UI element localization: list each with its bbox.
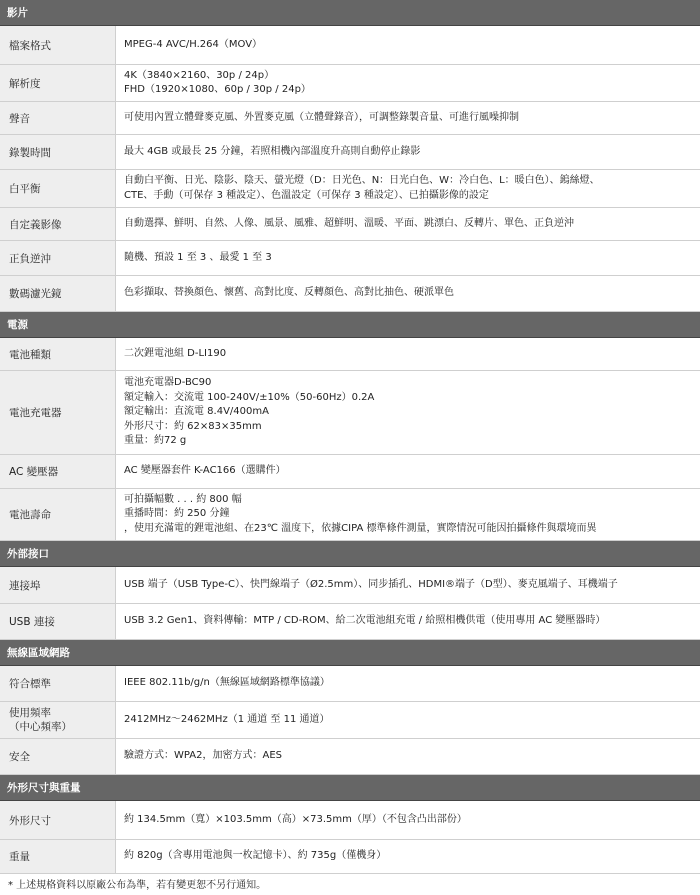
spec-label (0, 567, 116, 603)
spec-value (116, 338, 700, 370)
spec-value-line: 可拍攝幅數 . . . 約 800 幅 (124, 493, 242, 505)
spec-label-text: 重量 (9, 851, 30, 863)
spec-row (0, 604, 700, 640)
spec-label-text: 安全 (9, 751, 30, 763)
spec-value (116, 170, 700, 207)
spec-value-line: AC 變壓器套件 K-AC166（選購件） (124, 465, 286, 477)
spec-value-line: ，使用充滿電的鋰電池組、在23℃ 溫度下，依據CIPA 標準條件測量，實際情況可能因拍攝條件與環境而異 (124, 522, 597, 534)
spec-label (0, 801, 116, 839)
spec-label (0, 65, 116, 101)
spec-label-text: 檔案格式 (9, 39, 51, 52)
spec-row (0, 338, 700, 371)
spec-value-line: 二次鋰電池組 D-LI190 (124, 347, 227, 359)
spec-row (0, 276, 700, 312)
spec-label (0, 338, 116, 370)
spec-value-line: IEEE 802.11b/g/n（無線區域網路標準協議） (124, 677, 330, 689)
spec-value-line: MPEG-4 AVC/H.264（MOV） (124, 38, 263, 50)
spec-value-line: USB 端子（USB Type-C）、快門線端子（Ø2.5mm）、同步插孔、HDMI®端子（D型）、麥克風端子、耳機端子 (124, 578, 618, 590)
spec-value (116, 567, 700, 603)
spec-value (116, 702, 700, 738)
spec-row (0, 801, 700, 840)
spec-value (116, 135, 700, 169)
spec-label (0, 455, 116, 488)
spec-value (116, 26, 700, 64)
spec-value (116, 102, 700, 134)
spec-label-text: 電池充電器 (9, 407, 62, 419)
spec-value-line: 額定輸入：交流電 100-240V/±10%（50-60Hz）0.2A (124, 391, 375, 403)
spec-row (0, 567, 700, 604)
section-header: 外形尺寸與重量 (0, 775, 700, 801)
spec-label-text: 電池壽命 (9, 509, 51, 521)
spec-row (0, 26, 700, 65)
spec-row (0, 241, 700, 276)
spec-row (0, 702, 700, 739)
spec-row (0, 208, 700, 241)
spec-value (116, 371, 700, 454)
spec-label-text: USB 連接 (9, 616, 55, 628)
spec-value (116, 455, 700, 488)
spec-value-line: USB 3.2 Gen1、資料傳輸：MTP / CD-ROM、給二次電池組充電 / 給照相機供電（使用專用 AC 變壓器時） (124, 615, 606, 627)
spec-value-line: 電池充電器D-BC90 (124, 377, 212, 389)
section-header: 無線區域網路 (0, 640, 700, 666)
spec-value (116, 489, 700, 540)
spec-label-text: 符合標準 (9, 678, 51, 690)
spec-value-line: FHD（1920×1080、60p / 30p / 24p） (124, 84, 311, 95)
spec-label-text: 正負逆沖 (9, 252, 51, 265)
spec-label (0, 666, 116, 701)
spec-label (0, 840, 116, 873)
spec-value-line: 外形尺寸：約 62×83×35mm (124, 420, 262, 432)
spec-value-line: 可使用內置立體聲麥克風、外置麥克風（立體聲錄音），可調整錄製音量、可進行風噪抑制 (124, 111, 519, 123)
spec-label-text: 電池種類 (9, 348, 51, 361)
spec-value-line: 驗證方式：WPA2，加密方式：AES (124, 750, 282, 762)
spec-label-subtext: （中心頻率） (9, 721, 72, 733)
spec-value-line: 約 134.5mm（寬）×103.5mm（高）×73.5mm（厚）（不包含凸出部份） (124, 813, 467, 825)
spec-value (116, 604, 700, 639)
spec-value-line: 4K（3840×2160、30p / 24p） (124, 69, 275, 81)
spec-value (116, 241, 700, 275)
spec-label (0, 135, 116, 169)
spec-label (0, 102, 116, 134)
spec-label-text: 聲音 (9, 112, 30, 125)
spec-label-text: 連接埠 (9, 579, 41, 592)
spec-label (0, 371, 116, 454)
spec-label (0, 276, 116, 311)
spec-label-text: 自定義影像 (9, 218, 62, 231)
spec-label (0, 489, 116, 540)
spec-row (0, 455, 700, 489)
spec-row (0, 102, 700, 135)
footnote: * 上述規格資料以原廠公布為準，若有變更恕不另行通知。 (8, 880, 267, 891)
spec-value-line: 自動白平衡、日光、陰影、陰天、螢光燈（D：日光色、N：日光白色、W：冷白色、L：暖白色）、鎢絲燈、 (124, 175, 600, 186)
spec-value-line: 最大 4GB 或最長 25 分鐘，若照相機內部溫度升高則自動停止錄影 (124, 145, 421, 157)
spec-row (0, 739, 700, 775)
spec-row (0, 840, 700, 874)
spec-value (116, 739, 700, 774)
spec-value (116, 666, 700, 701)
spec-label-text: 白平衡 (9, 183, 41, 195)
spec-value (116, 208, 700, 240)
spec-value (116, 840, 700, 873)
spec-label-text: 解析度 (9, 77, 41, 90)
spec-value-line: 自動選擇、鮮明、自然、人像、風景、風雅、超鮮明、溫暖、平面、跳漂白、反轉片、單色、正負逆沖 (124, 217, 574, 229)
section-header: 影片 (0, 0, 700, 26)
section-header: 外部接口 (0, 541, 700, 567)
spec-label-text: 錄製時間 (9, 146, 51, 159)
spec-label (0, 170, 116, 207)
spec-row (0, 135, 700, 170)
section-header: 電源 (0, 312, 700, 338)
spec-value (116, 65, 700, 101)
spec-label-text: AC 變壓器 (9, 466, 59, 478)
spec-label (0, 739, 116, 774)
spec-label (0, 604, 116, 639)
spec-label-text: 數碼濾光鏡 (9, 288, 62, 300)
spec-value-line: 額定輸出：直流電 8.4V/400mA (124, 406, 269, 418)
spec-value-line: 隨機、預設 1 至 3 、最愛 1 至 3 (124, 251, 272, 263)
spec-value-line: 2412MHz～2462MHz（1 通道 至 11 通道） (124, 713, 330, 725)
spec-label (0, 208, 116, 240)
spec-label (0, 702, 116, 738)
spec-value-line: 色彩擷取、替換顏色、懷舊、高對比度、反轉顏色、高對比抽色、硬派單色 (124, 287, 454, 299)
spec-value-line: 重播時間：約 250 分鐘 (124, 508, 230, 520)
spec-value-line: 約 820g（含專用電池與一枚記憶卡）、約 735g（僅機身） (124, 850, 387, 862)
spec-row (0, 666, 700, 702)
spec-value (116, 276, 700, 311)
spec-label (0, 241, 116, 275)
spec-row (0, 170, 700, 208)
spec-value-line: CTE、手動（可保存 3 種設定）、色溫設定（可保存 3 種設定）、已拍攝影像的設定 (124, 189, 489, 201)
spec-row (0, 489, 700, 541)
spec-row (0, 371, 700, 455)
spec-label (0, 26, 116, 64)
spec-label-text: 使用頻率 (9, 707, 51, 719)
spec-value-line: 重量：約72 g (124, 435, 187, 447)
spec-row (0, 65, 700, 102)
spec-label-text: 外形尺寸 (9, 814, 51, 827)
spec-value (116, 801, 700, 839)
